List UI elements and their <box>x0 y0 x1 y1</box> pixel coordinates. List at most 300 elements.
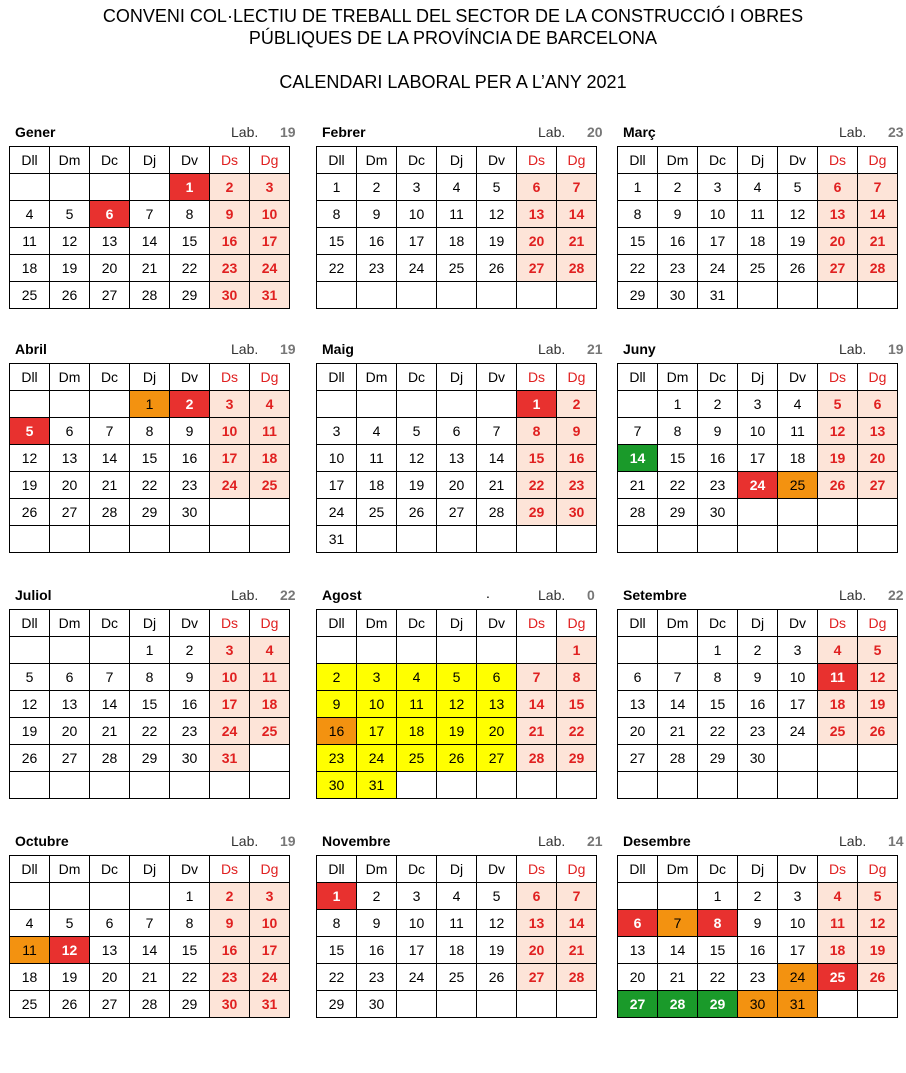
day-cell: 3 <box>698 174 738 201</box>
month-desembre <box>617 833 906 1073</box>
day-cell: 19 <box>10 472 50 499</box>
week-row <box>618 255 898 282</box>
weekday-header: Dm <box>357 147 397 174</box>
day-cell: 12 <box>858 910 898 937</box>
day-cell: 18 <box>778 445 818 472</box>
weekday-header: Dg <box>557 147 597 174</box>
day-cell: 10 <box>778 910 818 937</box>
week-row <box>618 174 898 201</box>
day-cell: 8 <box>317 201 357 228</box>
weekday-header: Dj <box>738 610 778 637</box>
day-cell: 20 <box>477 718 517 745</box>
weekday-header: Dll <box>10 610 50 637</box>
day-cell: 11 <box>397 691 437 718</box>
day-cell: 1 <box>698 637 738 664</box>
day-cell: 10 <box>210 664 250 691</box>
day-cell: 18 <box>357 472 397 499</box>
day-cell: 11 <box>250 664 290 691</box>
day-cell: 2 <box>170 391 210 418</box>
day-cell: 12 <box>778 201 818 228</box>
day-cell: 29 <box>698 991 738 1018</box>
day-cell: 14 <box>517 691 557 718</box>
empty-cell <box>557 991 597 1018</box>
month-table <box>617 146 898 309</box>
day-cell: 25 <box>437 964 477 991</box>
weekday-header: Dj <box>437 856 477 883</box>
day-cell: 2 <box>738 883 778 910</box>
empty-cell <box>10 391 50 418</box>
empty-cell <box>858 282 898 309</box>
day-cell: 16 <box>658 228 698 255</box>
day-cell: 1 <box>317 174 357 201</box>
day-cell: 28 <box>130 991 170 1018</box>
lab-label: Lab. <box>231 124 259 140</box>
day-cell: 21 <box>557 228 597 255</box>
day-cell: 15 <box>618 228 658 255</box>
day-cell: 16 <box>317 718 357 745</box>
empty-cell <box>210 499 250 526</box>
day-cell: 5 <box>437 664 477 691</box>
weekday-header: Dj <box>130 610 170 637</box>
weekday-header: Dll <box>618 856 658 883</box>
month-name: Desembre <box>623 833 691 849</box>
lab-label: Lab. <box>231 833 259 849</box>
day-cell: 18 <box>250 445 290 472</box>
day-cell: 13 <box>50 691 90 718</box>
day-cell: 11 <box>818 910 858 937</box>
empty-cell <box>50 637 90 664</box>
day-cell: 6 <box>90 201 130 228</box>
day-cell: 29 <box>698 745 738 772</box>
day-cell: 10 <box>317 445 357 472</box>
weekday-header: Dc <box>90 610 130 637</box>
empty-cell <box>818 282 858 309</box>
week-row <box>317 445 597 472</box>
empty-cell <box>250 526 290 553</box>
empty-cell <box>778 499 818 526</box>
day-cell: 27 <box>50 499 90 526</box>
day-cell: 21 <box>557 937 597 964</box>
day-cell: 1 <box>557 637 597 664</box>
day-cell: 27 <box>618 991 658 1018</box>
day-cell: 15 <box>317 937 357 964</box>
month-name: Març <box>623 124 656 140</box>
weekday-header: Dg <box>858 364 898 391</box>
day-cell: 20 <box>818 228 858 255</box>
day-cell: 23 <box>658 255 698 282</box>
day-cell: 25 <box>397 745 437 772</box>
week-row <box>317 499 597 526</box>
weekday-header: Dv <box>778 856 818 883</box>
week-row <box>10 418 290 445</box>
empty-cell <box>397 772 437 799</box>
lab-count: 14 <box>888 833 904 849</box>
lab-count: 20 <box>587 124 603 140</box>
week-row <box>10 472 290 499</box>
day-cell: 9 <box>557 418 597 445</box>
day-cell: 11 <box>437 910 477 937</box>
day-cell: 1 <box>170 883 210 910</box>
day-cell: 30 <box>698 499 738 526</box>
day-cell: 28 <box>90 745 130 772</box>
day-cell: 8 <box>517 418 557 445</box>
month-agost <box>316 587 606 827</box>
day-cell: 19 <box>858 691 898 718</box>
day-cell: 26 <box>818 472 858 499</box>
day-cell: 16 <box>357 228 397 255</box>
empty-cell <box>477 282 517 309</box>
empty-cell <box>477 991 517 1018</box>
day-cell: 14 <box>130 937 170 964</box>
empty-cell <box>738 282 778 309</box>
weekday-header: Dj <box>437 610 477 637</box>
day-cell: 24 <box>397 964 437 991</box>
day-cell: 10 <box>698 201 738 228</box>
month-table <box>9 609 290 799</box>
day-cell: 30 <box>210 282 250 309</box>
month-name: Juliol <box>15 587 52 603</box>
day-cell: 7 <box>90 418 130 445</box>
empty-cell <box>437 772 477 799</box>
day-cell: 9 <box>698 418 738 445</box>
day-cell: 18 <box>397 718 437 745</box>
day-cell: 1 <box>618 174 658 201</box>
day-cell: 13 <box>517 201 557 228</box>
day-cell: 12 <box>858 664 898 691</box>
day-cell: 16 <box>357 937 397 964</box>
day-cell: 27 <box>517 964 557 991</box>
week-row <box>317 772 597 799</box>
day-cell: 28 <box>477 499 517 526</box>
day-cell: 13 <box>818 201 858 228</box>
week-row <box>10 937 290 964</box>
empty-cell <box>130 883 170 910</box>
lab-count: 22 <box>888 587 904 603</box>
weekday-header: Dll <box>317 147 357 174</box>
empty-cell <box>50 174 90 201</box>
day-cell: 27 <box>858 472 898 499</box>
day-cell: 20 <box>858 445 898 472</box>
day-cell: 24 <box>250 964 290 991</box>
week-row <box>317 282 597 309</box>
day-cell: 13 <box>618 691 658 718</box>
empty-cell <box>818 499 858 526</box>
day-cell: 15 <box>698 691 738 718</box>
weekday-header: Ds <box>210 610 250 637</box>
day-cell: 16 <box>170 445 210 472</box>
empty-cell <box>90 526 130 553</box>
day-cell: 19 <box>778 228 818 255</box>
day-cell: 4 <box>437 174 477 201</box>
day-cell: 24 <box>778 718 818 745</box>
lab-label: Lab. <box>538 341 566 357</box>
empty-cell <box>658 772 698 799</box>
empty-cell <box>397 282 437 309</box>
day-cell: 17 <box>357 718 397 745</box>
week-row <box>10 499 290 526</box>
week-row <box>317 391 597 418</box>
day-cell: 8 <box>658 418 698 445</box>
day-cell: 13 <box>517 910 557 937</box>
day-cell: 5 <box>858 883 898 910</box>
empty-cell <box>170 526 210 553</box>
empty-cell <box>437 526 477 553</box>
day-cell: 24 <box>738 472 778 499</box>
empty-cell <box>397 526 437 553</box>
day-cell: 31 <box>317 526 357 553</box>
month-table <box>316 363 597 553</box>
day-cell: 27 <box>517 255 557 282</box>
day-cell: 23 <box>738 718 778 745</box>
day-cell: 28 <box>858 255 898 282</box>
empty-cell <box>698 772 738 799</box>
day-cell: 22 <box>618 255 658 282</box>
day-cell: 8 <box>170 910 210 937</box>
day-cell: 5 <box>50 910 90 937</box>
day-cell: 25 <box>10 991 50 1018</box>
day-cell: 27 <box>90 282 130 309</box>
day-cell: 29 <box>517 499 557 526</box>
weekday-header: Dll <box>10 147 50 174</box>
day-cell: 23 <box>738 964 778 991</box>
week-row <box>10 228 290 255</box>
day-cell: 7 <box>517 664 557 691</box>
week-row <box>10 526 290 553</box>
empty-cell <box>357 526 397 553</box>
day-cell: 17 <box>778 937 818 964</box>
day-cell: 19 <box>437 718 477 745</box>
day-cell: 4 <box>357 418 397 445</box>
month-juliol <box>9 587 299 827</box>
month-abril <box>9 341 299 581</box>
day-cell: 17 <box>210 445 250 472</box>
empty-cell <box>130 772 170 799</box>
day-cell: 3 <box>357 664 397 691</box>
weekday-header: Dm <box>658 364 698 391</box>
empty-cell <box>517 991 557 1018</box>
day-cell: 24 <box>210 718 250 745</box>
week-row <box>618 637 898 664</box>
day-cell: 28 <box>557 964 597 991</box>
day-cell: 13 <box>437 445 477 472</box>
empty-cell <box>397 637 437 664</box>
day-cell: 29 <box>130 499 170 526</box>
week-row <box>618 745 898 772</box>
week-row <box>10 637 290 664</box>
day-cell: 12 <box>10 445 50 472</box>
week-row <box>317 174 597 201</box>
empty-cell <box>477 772 517 799</box>
day-cell: 19 <box>477 937 517 964</box>
empty-cell <box>818 745 858 772</box>
weekday-header: Dc <box>397 856 437 883</box>
day-cell: 31 <box>698 282 738 309</box>
day-cell: 25 <box>10 282 50 309</box>
week-row <box>10 745 290 772</box>
day-cell: 19 <box>50 964 90 991</box>
weekday-header: Ds <box>517 610 557 637</box>
day-cell: 17 <box>397 937 437 964</box>
empty-cell <box>858 745 898 772</box>
day-cell: 21 <box>130 964 170 991</box>
day-cell: 31 <box>778 991 818 1018</box>
lab-label: Lab. <box>231 587 259 603</box>
day-cell: 2 <box>170 637 210 664</box>
day-cell: 2 <box>738 637 778 664</box>
empty-cell <box>557 772 597 799</box>
week-row <box>10 445 290 472</box>
day-cell: 15 <box>130 445 170 472</box>
weekday-header: Dj <box>130 147 170 174</box>
lab-count: 0 <box>587 587 595 603</box>
empty-cell <box>618 772 658 799</box>
month-name: Febrer <box>322 124 366 140</box>
weekday-header: Dc <box>397 610 437 637</box>
day-cell: 25 <box>250 472 290 499</box>
empty-cell <box>477 526 517 553</box>
day-cell: 9 <box>738 664 778 691</box>
day-cell: 4 <box>10 910 50 937</box>
week-row <box>618 228 898 255</box>
day-cell: 10 <box>397 201 437 228</box>
month-name: Maig <box>322 341 354 357</box>
weekday-header: Dj <box>437 364 477 391</box>
day-cell: 26 <box>397 499 437 526</box>
empty-cell <box>10 526 50 553</box>
empty-cell <box>618 637 658 664</box>
day-cell: 16 <box>170 691 210 718</box>
weekday-header: Dc <box>698 610 738 637</box>
day-cell: 9 <box>658 201 698 228</box>
day-cell: 8 <box>698 910 738 937</box>
day-cell: 10 <box>397 910 437 937</box>
month-table <box>9 146 290 309</box>
day-cell: 9 <box>210 201 250 228</box>
day-cell: 12 <box>397 445 437 472</box>
week-row <box>618 472 898 499</box>
day-cell: 16 <box>738 691 778 718</box>
weekday-header: Dg <box>250 856 290 883</box>
weekday-header: Dm <box>50 856 90 883</box>
day-cell: 16 <box>698 445 738 472</box>
week-row <box>317 201 597 228</box>
empty-cell <box>90 637 130 664</box>
week-row <box>317 910 597 937</box>
empty-cell <box>130 174 170 201</box>
week-row <box>618 391 898 418</box>
day-cell: 26 <box>858 964 898 991</box>
weekday-header: Dll <box>317 364 357 391</box>
day-cell: 4 <box>818 883 858 910</box>
weekday-header: Dj <box>437 147 477 174</box>
weekday-header: Ds <box>210 856 250 883</box>
weekday-header-row <box>317 364 597 391</box>
empty-cell <box>618 883 658 910</box>
day-cell: 25 <box>437 255 477 282</box>
day-cell: 19 <box>858 937 898 964</box>
day-cell: 18 <box>738 228 778 255</box>
empty-cell <box>517 772 557 799</box>
day-cell: 30 <box>357 991 397 1018</box>
week-row <box>317 255 597 282</box>
month-table <box>9 855 290 1018</box>
empty-cell <box>437 282 477 309</box>
weekday-header: Dj <box>130 364 170 391</box>
day-cell: 20 <box>517 228 557 255</box>
day-cell: 7 <box>90 664 130 691</box>
weekday-header: Ds <box>517 856 557 883</box>
weekday-header: Dj <box>738 856 778 883</box>
day-cell: 22 <box>557 718 597 745</box>
day-cell: 7 <box>130 910 170 937</box>
week-row <box>618 991 898 1018</box>
week-row <box>618 526 898 553</box>
day-cell: 10 <box>210 418 250 445</box>
day-cell: 19 <box>10 718 50 745</box>
day-cell: 31 <box>250 991 290 1018</box>
day-cell: 28 <box>618 499 658 526</box>
day-cell: 3 <box>778 637 818 664</box>
day-cell: 11 <box>357 445 397 472</box>
empty-cell <box>250 499 290 526</box>
day-cell: 28 <box>658 991 698 1018</box>
day-cell: 20 <box>50 718 90 745</box>
lab-count: 19 <box>280 341 296 357</box>
month-name: Abril <box>15 341 47 357</box>
week-row <box>618 201 898 228</box>
day-cell: 7 <box>658 664 698 691</box>
day-cell: 16 <box>738 937 778 964</box>
month-table <box>617 609 898 799</box>
day-cell: 7 <box>557 174 597 201</box>
empty-cell <box>90 391 130 418</box>
day-cell: 15 <box>557 691 597 718</box>
week-row <box>317 964 597 991</box>
empty-cell <box>210 526 250 553</box>
day-cell: 8 <box>130 418 170 445</box>
week-row <box>618 445 898 472</box>
day-cell: 11 <box>738 201 778 228</box>
empty-cell <box>357 637 397 664</box>
weekday-header: Ds <box>818 364 858 391</box>
day-cell: 14 <box>90 691 130 718</box>
weekday-header-row <box>618 610 898 637</box>
day-cell: 29 <box>557 745 597 772</box>
lab-count: 23 <box>888 124 904 140</box>
day-cell: 18 <box>818 937 858 964</box>
day-cell: 17 <box>210 691 250 718</box>
empty-cell <box>698 526 738 553</box>
empty-cell <box>317 282 357 309</box>
day-cell: 31 <box>210 745 250 772</box>
day-cell: 8 <box>698 664 738 691</box>
day-cell: 30 <box>557 499 597 526</box>
day-cell: 11 <box>250 418 290 445</box>
day-cell: 30 <box>738 745 778 772</box>
day-cell: 28 <box>658 745 698 772</box>
day-cell: 10 <box>357 691 397 718</box>
lab-label: Lab. <box>839 587 867 603</box>
empty-cell <box>557 282 597 309</box>
month-febrer <box>316 124 606 364</box>
week-row <box>10 772 290 799</box>
day-cell: 16 <box>557 445 597 472</box>
day-cell: 13 <box>618 937 658 964</box>
day-cell: 18 <box>10 964 50 991</box>
day-cell: 28 <box>90 499 130 526</box>
week-row <box>317 883 597 910</box>
empty-cell <box>818 772 858 799</box>
